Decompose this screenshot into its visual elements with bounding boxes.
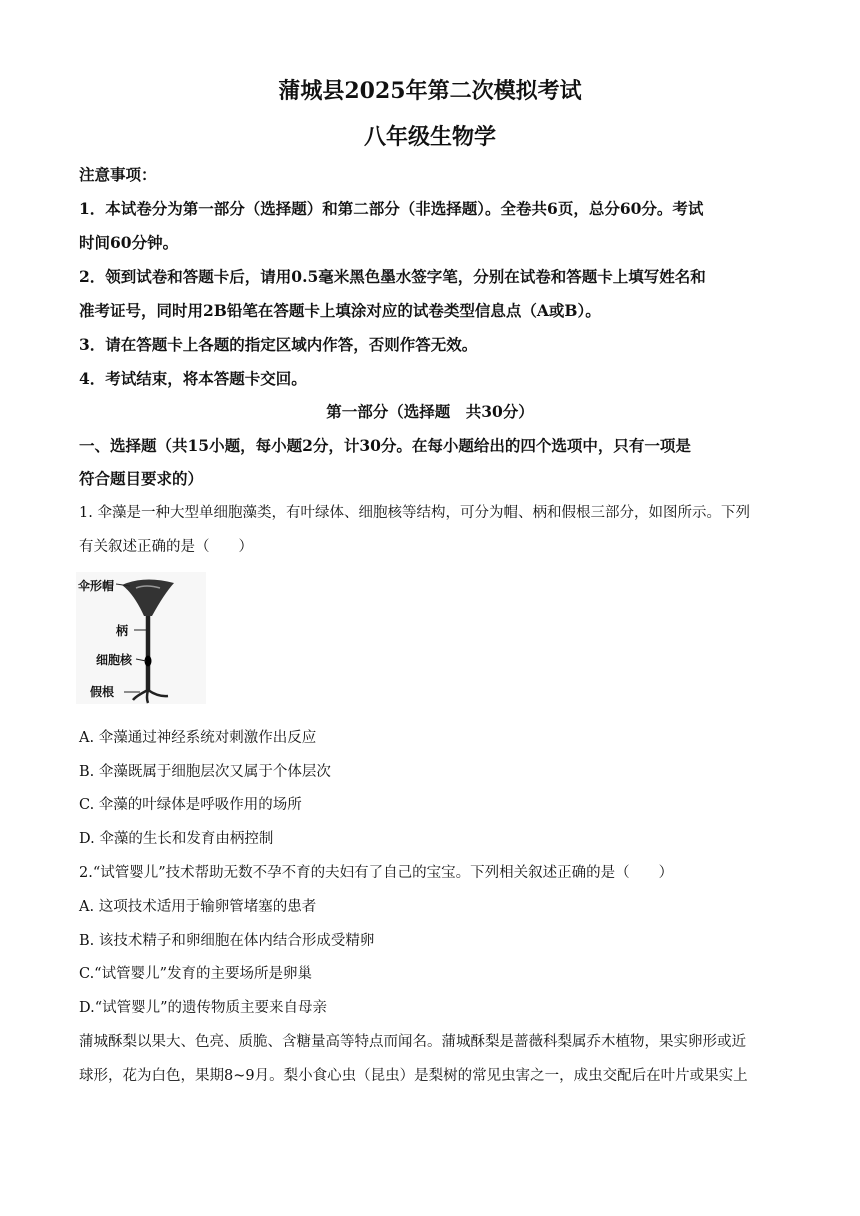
q2-option-c: C.“试管婴儿”发育的主要场所是卵巢 <box>79 966 313 982</box>
notice-item-2: 2．领到试卷和答题卡后，请用0.5毫米黑色墨水签字笔，分别在试卷和答题卡上填写姓名和 <box>79 267 706 286</box>
q2-option-b: B. 该技术精子和卵细胞在体内结合形成受精卵 <box>79 933 375 949</box>
passage-line-1: 蒲城酥梨以果大、色亮、质脆、含糖量高等特点而闻名。蒲城酥梨是蔷薇科梨属乔木植物，果实卵形或近 <box>79 1034 746 1050</box>
q2-stem: 2.“试管婴儿”技术帮助无数不孕不育的夫妇有了自己的宝宝。下列相关叙述正确的是（ ） <box>79 865 674 881</box>
notice-item-1: 1．本试卷分为第一部分（选择题）和第二部分（非选择题）。全卷共6页，总分60分。考试 <box>79 199 704 218</box>
exam-title: 蒲城县2025年第二次模拟考试 <box>278 78 582 104</box>
q1-option-b: B. 伞藻既属于细胞层次又属于个体层次 <box>79 764 331 780</box>
notice-heading: 注意事项： <box>79 165 157 184</box>
figure-label-stalk: 柄 <box>116 624 129 638</box>
q1-stem-cont: 有关叙述正确的是（ ） <box>79 539 253 555</box>
notice-item-1-cont: 时间60分钟。 <box>79 233 179 252</box>
figure-label-nucleus: 细胞核 <box>96 653 133 667</box>
part1-title: 第一部分（选择题 共30分） <box>326 402 534 421</box>
q1-stem: 1. 伞藻是一种大型单细胞藻类，有叶绿体、细胞核等结构，可分为帽、柄和假根三部分，如图所示。下列 <box>79 505 750 521</box>
notice-item-3: 3．请在答题卡上各题的指定区域内作答，否则作答无效。 <box>79 335 478 354</box>
acetabularia-figure <box>76 572 206 704</box>
exam-subject: 八年级生物学 <box>363 124 496 150</box>
q1-option-a: A. 伞藻通过神经系统对刺激作出反应 <box>79 730 317 746</box>
q1-option-c: C. 伞藻的叶绿体是呼吸作用的场所 <box>79 797 302 813</box>
notice-item-2-cont: 准考证号，同时用2B铅笔在答题卡上填涂对应的试卷类型信息点（A或B）。 <box>79 301 601 320</box>
q2-option-a: A. 这项技术适用于输卵管堵塞的患者 <box>79 899 317 915</box>
section-heading: 一、选择题（共15小题，每小题2分，计30分。在每小题给出的四个选项中，只有一项是 <box>79 436 691 455</box>
q2-option-d: D.“试管婴儿”的遗传物质主要来自母亲 <box>79 1000 328 1016</box>
q1-option-d: D. 伞藻的生长和发育由柄控制 <box>79 831 274 847</box>
figure-label-cap: 伞形帽 <box>78 579 115 593</box>
section-heading-cont: 符合题目要求的） <box>79 469 204 488</box>
notice-item-4: 4．考试结束，将本答题卡交回。 <box>79 369 307 388</box>
passage-line-2: 球形，花为白色，果期8~9月。梨小食心虫（昆虫）是梨树的常见虫害之一，成虫交配后在叶片或果实上 <box>79 1068 748 1084</box>
figure-label-rhizoid: 假根 <box>90 685 115 699</box>
